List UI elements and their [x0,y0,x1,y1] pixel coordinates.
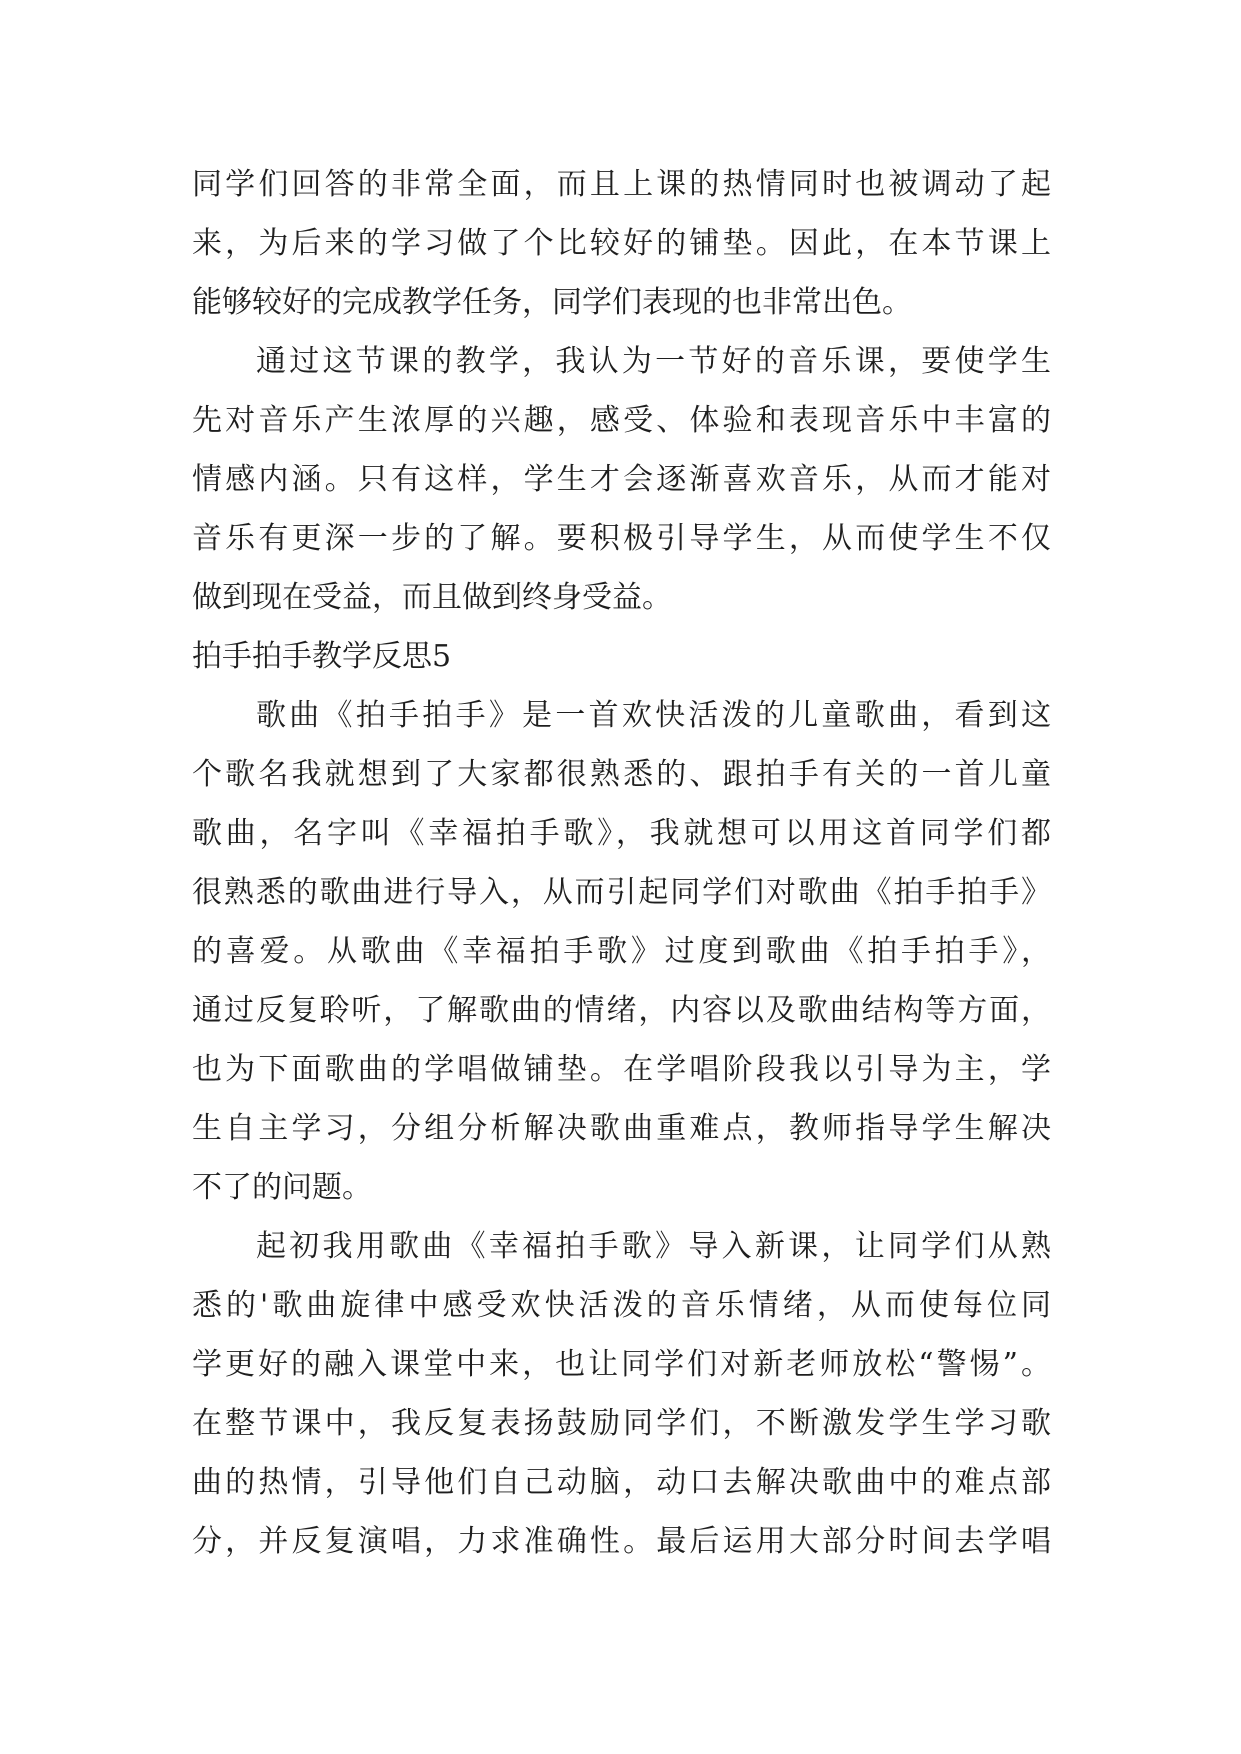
paragraph-line: 很熟悉的歌曲进行导入，从而引起同学们对歌曲《拍手拍手》 [192,875,1051,910]
paragraph-line: 来，为后来的学习做了个比较好的铺垫。因此，在本节课上 [192,226,1051,261]
paragraph-line: 先对音乐产生浓厚的兴趣，感受、体验和表现音乐中丰富的 [192,403,1051,438]
section-heading: 拍手拍手教学反思5 [192,639,452,674]
paragraph-line: 的喜爱。从歌曲《幸福拍手歌》过度到歌曲《拍手拍手》， [192,934,1051,969]
paragraph-line: 在整节课中，我反复表扬鼓励同学们，不断激发学生学习歌 [192,1406,1051,1441]
paragraph-line: 音乐有更深一步的了解。要积极引导学生，从而使学生不仅 [192,521,1051,556]
paragraph-line: 也为下面歌曲的学唱做铺垫。在学唱阶段我以引导为主，学 [192,1052,1051,1087]
paragraph-line: 个歌名我就想到了大家都很熟悉的、跟拍手有关的一首儿童 [192,757,1051,792]
paragraph-line: 做到现在受益，而且做到终身受益。 [192,580,672,615]
paragraph-line: 歌曲，名字叫《幸福拍手歌》，我就想可以用这首同学们都 [192,816,1051,851]
paragraph-line: 通过这节课的教学，我认为一节好的音乐课，要使学生 [256,344,1051,379]
paragraph-line: 能够较好的完成教学任务，同学们表现的也非常出色。 [192,285,912,320]
paragraph-line: 生自主学习，分组分析解决歌曲重难点，教师指导学生解决 [192,1111,1051,1146]
paragraph-line: 同学们回答的非常全面，而且上课的热情同时也被调动了起 [192,167,1051,202]
paragraph-line: 学更好的融入课堂中来，也让同学们对新老师放松“警惕”。 [192,1347,1051,1382]
paragraph-line: 歌曲《拍手拍手》是一首欢快活泼的儿童歌曲，看到这 [256,698,1051,733]
paragraph-line: 分，并反复演唱，力求准确性。最后运用大部分时间去学唱 [192,1524,1051,1559]
paragraph-line: 起初我用歌曲《幸福拍手歌》导入新课，让同学们从熟 [256,1229,1051,1264]
paragraph-line: 悉的'歌曲旋律中感受欢快活泼的音乐情绪，从而使每位同 [192,1288,1051,1323]
paragraph-line: 通过反复聆听，了解歌曲的情绪，内容以及歌曲结构等方面， [192,993,1051,1028]
paragraph-line: 情感内涵。只有这样，学生才会逐渐喜欢音乐，从而才能对 [192,462,1051,497]
paragraph-line: 曲的热情，引导他们自己动脑，动口去解决歌曲中的难点部 [192,1465,1051,1500]
paragraph-line: 不了的问题。 [192,1170,372,1205]
